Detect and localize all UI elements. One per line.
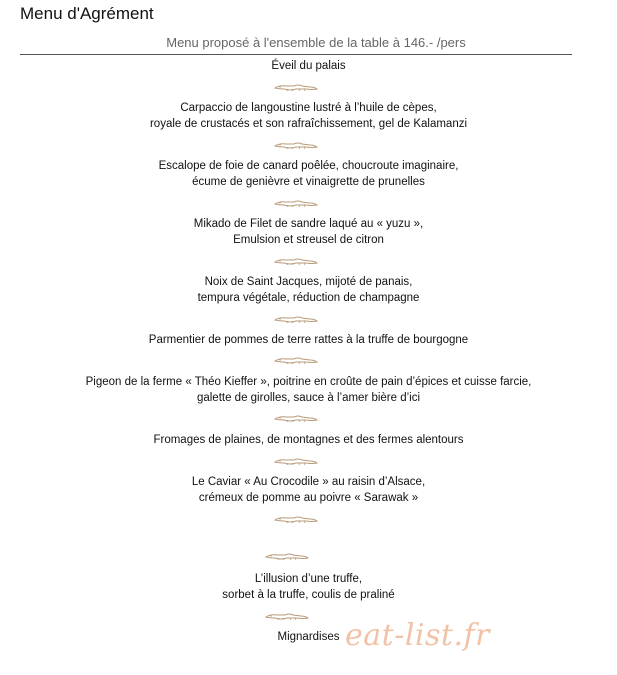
menu-course [0,432,617,448]
menu-course [0,629,617,645]
menu-course [0,332,617,348]
menu-course-line: Fromages de plaines, de montagnes et des fermes alentours [153,434,464,446]
menu-course [0,100,617,132]
menu-course-line: Emulsion et streusel de citron [233,234,384,246]
crocodile-icon [274,140,318,150]
menu-course [0,571,617,603]
subtitle-rule [20,34,572,55]
menu-course-line: tempura végétale, réduction de champagne [197,292,420,304]
crocodile-icon [265,551,309,561]
menu-course-line: L’illusion d’une truffe, [254,573,363,585]
menu-course-line: Mignardises [277,631,340,643]
crocodile-icon [274,256,318,266]
menu-course [0,374,617,406]
watermark-logo: eat-list.fr [345,618,490,653]
menu-course [0,216,617,248]
menu-course-line: royale de crustacés et son rafraîchissement, gel de Kalamanzi [149,118,468,130]
crocodile-icon [265,611,309,621]
page-title: Menu d'Agrément [20,4,154,23]
menu-course-line: crémeux de pomme au poivre « Sarawak » [198,492,419,504]
crocodile-icon [274,198,318,208]
menu-course-line: Parmentier de pommes de terre rattes à la truffe de bourgogne [148,334,469,346]
menu-course-line: Mikado de Filet de sandre laqué au « yuzu », [193,218,424,230]
menu-course-line: Escalope de foie de canard poêlée, choucroute imaginaire, [158,160,459,172]
menu-subtitle: Menu proposé à l'ensemble de la table à 146.- /pers [166,35,466,50]
crocodile-icon [274,413,318,423]
menu-course [0,274,617,306]
crocodile-icon [274,355,318,365]
crocodile-icon [274,456,318,466]
menu-course [0,58,617,74]
menu-course-line: Carpaccio de langoustine lustré à l’huile de cèpes, [180,102,437,114]
menu-course-line: Noix de Saint Jacques, mijoté de panais, [204,276,413,288]
menu-course [0,158,617,190]
menu-course-line: Éveil du palais [271,60,346,72]
menu-course [0,474,617,506]
menu-course-line: écume de genièvre et vinaigrette de prunelles [192,176,425,188]
menu-course-line: Le Caviar « Au Crocodile » au raisin d’Alsace, [191,476,426,488]
crocodile-icon [274,314,318,324]
menu-course-line: galette de girolles, sauce à l’amer bière d’ici [196,392,421,404]
menu-course-line: sorbet à la truffe, coulis de praliné [222,589,395,601]
crocodile-icon [274,82,318,92]
crocodile-icon [274,514,318,524]
menu-course-line: Pigeon de la ferme « Théo Kieffer », poitrine en croûte de pain d’épices et cuisse farcie, [85,376,532,388]
